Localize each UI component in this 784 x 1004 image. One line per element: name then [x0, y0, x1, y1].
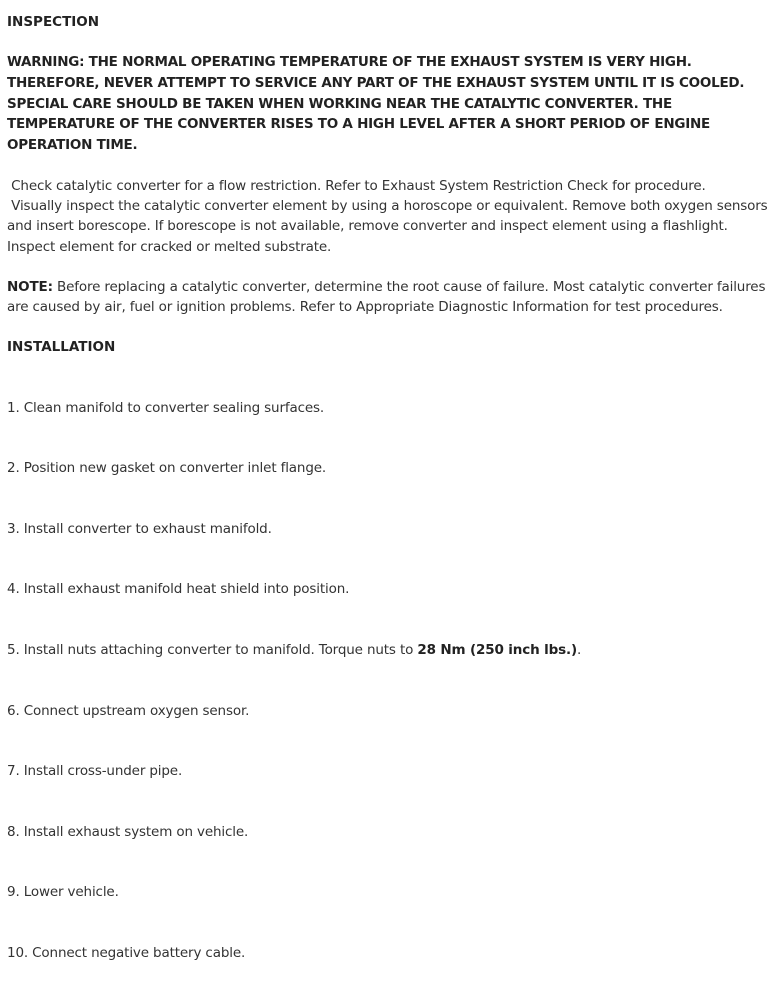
step-item-torque — [7, 640, 777, 660]
step-item: 10. Connect negative battery cable. — [7, 945, 246, 962]
step-item: 9. Lower vehicle. — [7, 884, 119, 901]
step-item: 2. Position new gasket on converter inlet flange. — [7, 460, 327, 477]
installation-steps — [7, 357, 777, 1004]
step-text: 5. Install nuts attaching converter to manifold. Torque nuts to — [7, 642, 418, 659]
inspection-paragraph — [7, 176, 777, 257]
note-paragraph — [7, 277, 777, 317]
step-item: 3. Install converter to exhaust manifold. — [7, 520, 272, 537]
spacer — [7, 32, 777, 52]
spacer — [7, 257, 777, 277]
visual-inspect-text: Visually inspect the catalytic converter element by using a horoscope or equivalent. Remove both oxygen sensors and insert borescope. If borescope is not available, remove converter and inspect element using a flashlight. Inspect element for cracked or melted substrate. — [7, 198, 772, 255]
spacer — [7, 156, 777, 176]
spacer — [7, 317, 777, 337]
note-text: Before replacing a catalytic converter, determine the root cause of failure. Most catalytic converter failures are caused by air, fuel or ignition problems. Refer to Appropriate Diagnostic Information for test procedures. — [7, 278, 770, 315]
warning-text: WARNING: THE NORMAL OPERATING TEMPERATURE OF THE EXHAUST SYSTEM IS VERY HIGH. THEREFORE, NEVER ATTEMPT TO SERVICE ANY PART OF THE EXHAUST SYSTEM UNTIL IT IS COOLED. SPECIAL CARE SHOULD BE TAKEN WHEN WORKING NEAR THE CATALYTIC CONVERTER. THE TEMPERATURE OF THE CONVERTER RISES TO A HIGH LEVEL AFTER A SHORT PERIOD OF ENGINE OPERATION TIME. — [7, 54, 745, 154]
installation-heading: INSTALLATION — [7, 339, 116, 356]
check-text: Check catalytic converter for a flow restriction. Refer to Exhaust System Restriction Check for procedure. — [7, 177, 706, 194]
note-label: NOTE: — [7, 278, 53, 295]
step-item: 8. Install exhaust system on vehicle. — [7, 823, 249, 840]
step-item: 6. Connect upstream oxygen sensor. — [7, 702, 250, 719]
torque-value: 28 Nm (250 inch lbs.) — [417, 642, 577, 659]
step-item: 7. Install cross-under pipe. — [7, 763, 183, 780]
step-item: 1. Clean manifold to converter sealing surfaces. — [7, 399, 325, 416]
torque-suffix: . — [577, 642, 582, 659]
step-item: 4. Install exhaust manifold heat shield into position. — [7, 581, 350, 598]
inspection-heading: INSPECTION — [7, 14, 100, 30]
